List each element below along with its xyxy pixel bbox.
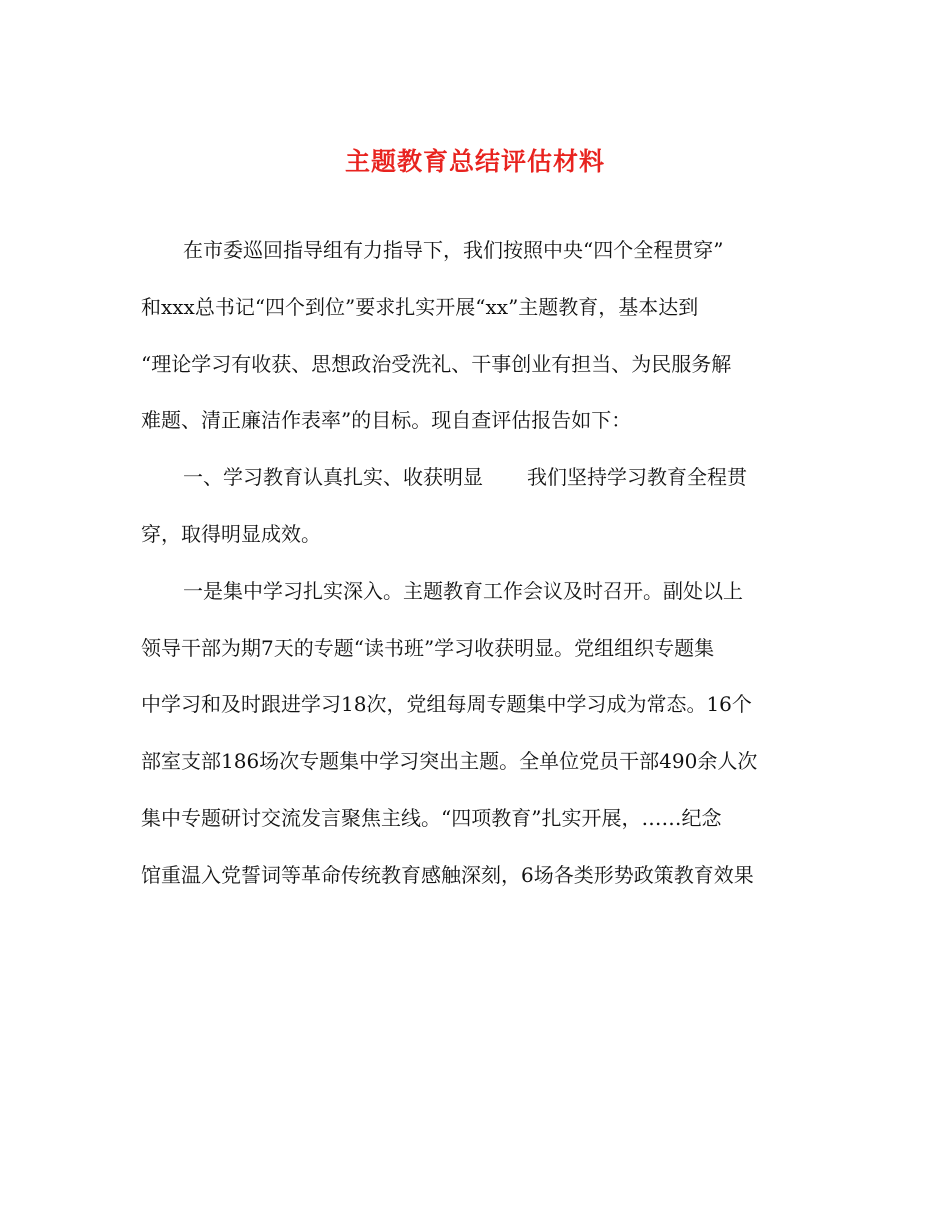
paragraph-line: 在市委巡回指导组有力指导下，我们按照中央“四个全程贯穿” — [183, 238, 724, 262]
paragraph-line: 和xxx总书记“四个到位”要求扎实开展“xx”主题教育，基本达到 — [141, 294, 699, 319]
section-intro: 我们坚持学习教育全程贯 — [527, 465, 747, 490]
paragraph-line: “理论学习有收获、思想政治受洗礼、干事创业有担当、为民服务解 — [141, 351, 732, 376]
paragraph-line: 馆重温入党誓词等革命传统教育感触深刻，6场各类形势政策教育效果 — [141, 862, 754, 887]
paragraph-line: 领导干部为期7天的专题“读书班”学习收获明显。党组组织专题集 — [141, 635, 715, 660]
paragraph-line: 中学习和及时跟进学习18次，党组每周专题集中学习成为常态。16个 — [141, 692, 752, 717]
section-heading: 一、学习教育认真扎实、收获明显 — [183, 465, 483, 490]
paragraph-line: 集中专题研讨交流发言聚焦主线。“四项教育”扎实开展，……纪念 — [141, 805, 722, 830]
section-heading-line — [141, 449, 811, 506]
paragraph-line: 穿，取得明显成效。 — [141, 521, 321, 546]
paragraph-line: 一是集中学习扎实深入。主题教育工作会议及时召开。副处以上 — [183, 578, 743, 603]
document-title: 主题教育总结评估材料 — [344, 147, 605, 176]
paragraph-line: 难题、清正廉洁作表率”的目标。现自查评估报告如下： — [141, 408, 632, 433]
paragraph-line: 部室支部186场次专题集中学习突出主题。全单位党员干部490余人次 — [141, 749, 758, 774]
document-body — [141, 222, 811, 904]
